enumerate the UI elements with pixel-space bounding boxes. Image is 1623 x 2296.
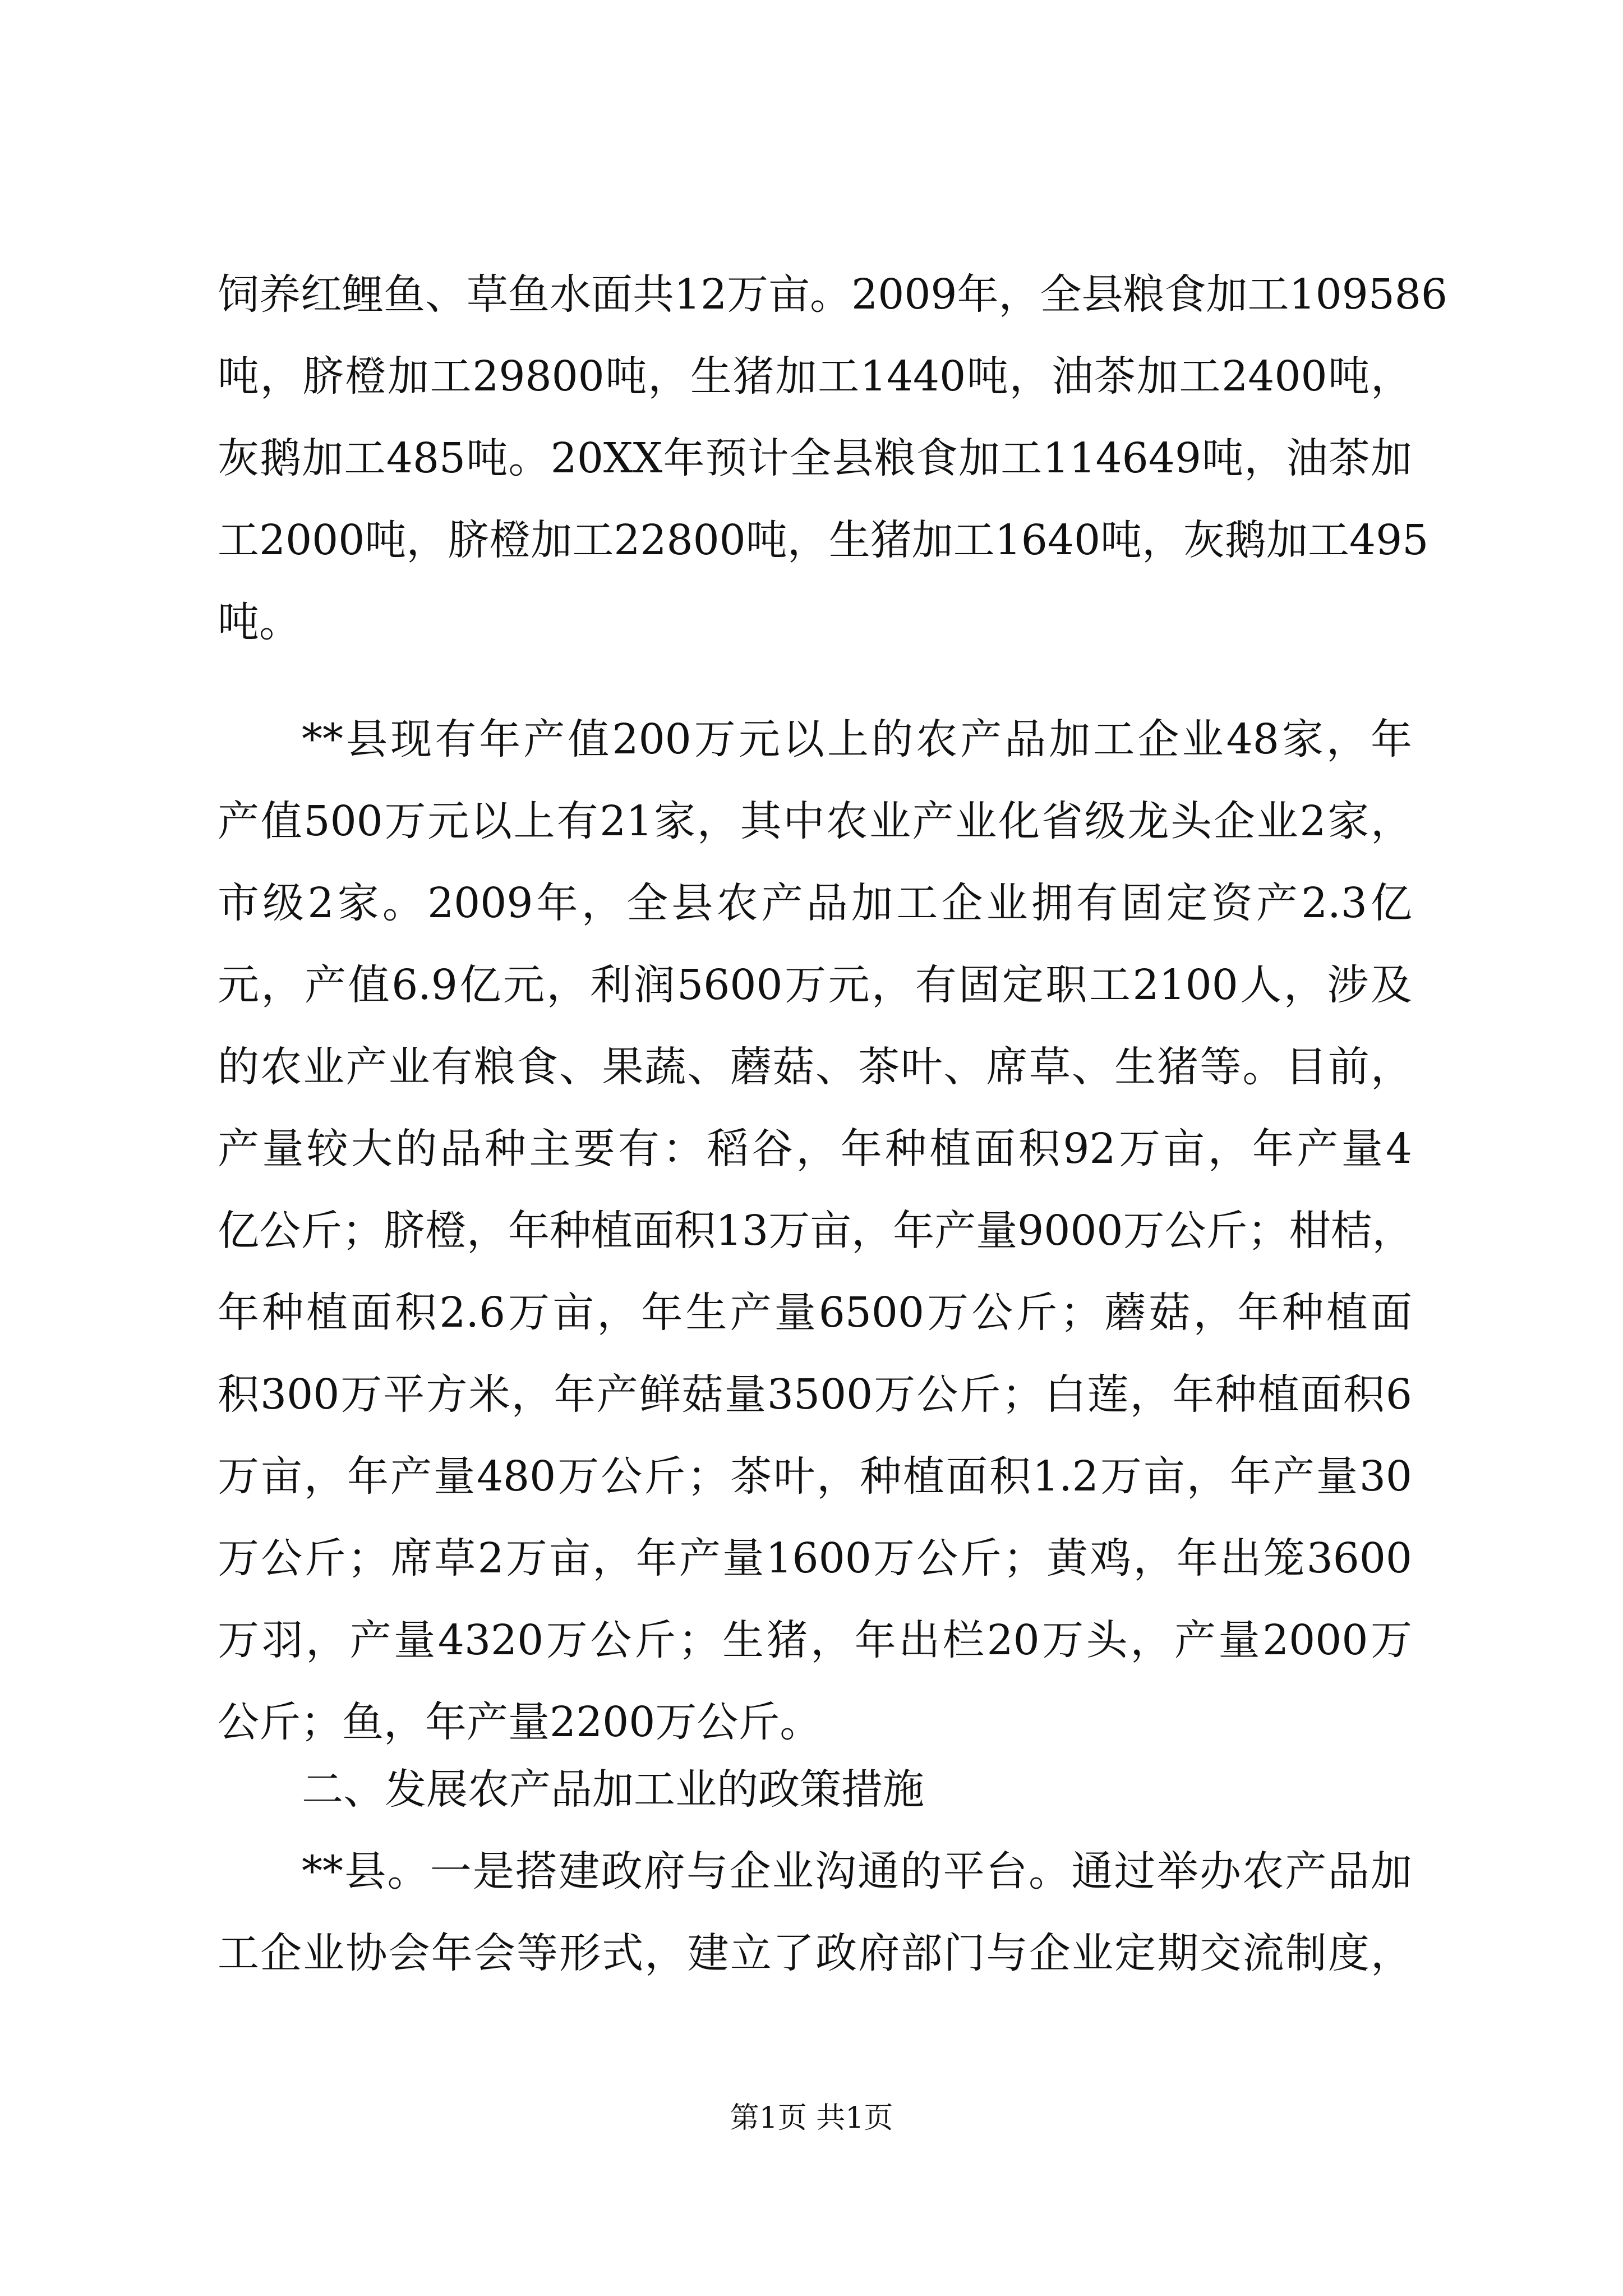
paragraph-1-line-4: 工2000吨，脐橙加工22800吨，生猪加工1640吨，灰鹅加工495 [218, 516, 1429, 564]
paragraph-2-line-2: 产值500万元以上有21家，其中农业产业化省级龙头企业2家， [218, 797, 1412, 845]
paragraph-2-line-8: 年种植面积2.6万亩，年生产量6500万公斤；蘑菇，年种植面 [218, 1289, 1412, 1337]
paragraph-1-line-1: 饲养红鲤鱼、草鱼水面共12万亩。2009年，全县粮食加工109586 [218, 270, 1447, 319]
page-number-footer: 第1页 共1页 [730, 2101, 893, 2135]
paragraph-1-line-5: 吨。 [218, 598, 301, 646]
paragraph-2-line-3: 市级2家。2009年，全县农产品加工企业拥有固定资产2.3亿 [218, 879, 1412, 927]
paragraph-1-line-3: 灰鹅加工485吨。20XX年预计全县粮食加工114649吨，油茶加 [218, 434, 1412, 482]
paragraph-2-line-10: 万亩，年产量480万公斤；茶叶，种植面积1.2万亩，年产量30 [218, 1452, 1412, 1501]
paragraph-2-line-1: **县现有年产值200万元以上的农产品加工企业48家，年 [302, 715, 1412, 763]
paragraph-2-line-9: 积300万平方米，年产鲜菇量3500万公斤；白莲，年种植面积6 [218, 1370, 1412, 1419]
paragraph-2-line-4: 元，产值6.9亿元，利润5600万元，有固定职工2100人，涉及 [218, 961, 1412, 1009]
paragraph-2-line-7: 亿公斤；脐橙，年种植面积13万亩，年产量9000万公斤；柑桔， [218, 1207, 1414, 1255]
paragraph-2-line-5: 的农业产业有粮食、果蔬、蘑菇、茶叶、席草、生猪等。目前， [218, 1043, 1412, 1091]
paragraph-2-line-12: 万羽，产量4320万公斤；生猪，年出栏20万头，产量2000万 [218, 1616, 1412, 1664]
paragraph-2-line-6: 产量较大的品种主要有：稻谷，年种植面积92万亩，年产量4 [218, 1125, 1412, 1173]
section-heading: 二、发展农产品加工业的政策措施 [302, 1765, 924, 1814]
paragraph-3-line-2: 工企业协会年会等形式，建立了政府部门与企业定期交流制度， [218, 1929, 1412, 1977]
paragraph-2-line-13: 公斤；鱼，年产量2200万公斤。 [218, 1698, 822, 1746]
paragraph-3-line-1: **县。一是搭建政府与企业沟通的平台。通过举办农产品加 [302, 1847, 1412, 1895]
paragraph-1-line-2: 吨，脐橙加工29800吨，生猪加工1440吨，油茶加工2400吨， [218, 352, 1412, 401]
paragraph-2-line-11: 万公斤；席草2万亩，年产量1600万公斤；黄鸡，年出笼3600 [218, 1534, 1412, 1582]
